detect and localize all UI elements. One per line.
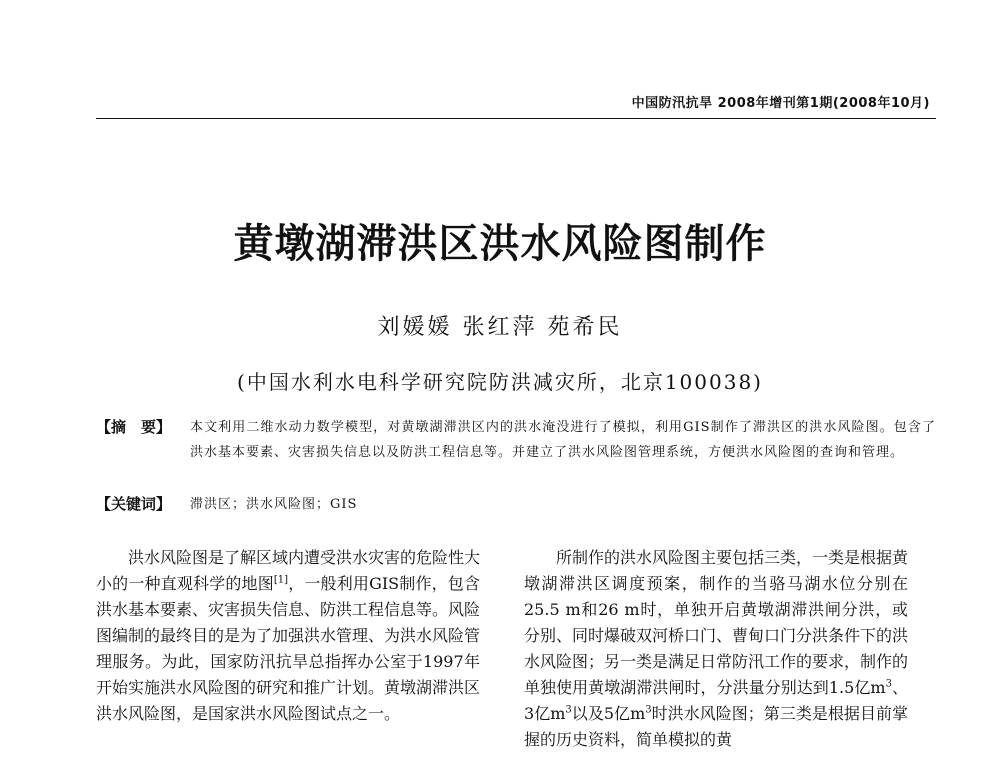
superscript: 3	[645, 704, 652, 716]
keywords-label: 【关键词】	[96, 495, 172, 513]
keywords-text: 滞洪区；洪水风险图；GIS	[190, 497, 358, 512]
body-text: 洪水风险图是了解区域内遭受洪水灾害的危险性大小的一种直观科学的地图	[96, 548, 481, 593]
abstract-section	[96, 415, 936, 465]
author-list: 刘媛媛 张红萍 苑希民	[377, 315, 623, 340]
header-rule	[96, 118, 936, 119]
body-column-left	[96, 545, 480, 727]
body-column-right	[524, 545, 908, 753]
citation-ref: [1]	[273, 574, 289, 586]
abstract-text: 本文利用二维水动力数学模型，对黄墩湖滞洪区内的洪水淹没进行了模拟，利用GIS制作了滞洪区的洪水风险图。包含了洪水基本要素、灾害损失信息以及防洪工程信息等。并建立了洪水风险图管理系统，方便洪水风险图的查询和管理。	[190, 420, 936, 460]
body-text: ，一般利用GIS制作，包含洪水基本要素、灾害损失信息、防洪工程信息等。风险图编制的最终目的是为了加强洪水管理、为洪水风险管理服务。为此，国家防汛抗旱总指挥办公室于1997年开始实施洪水风险图的研究和推广计划。黄墩湖滞洪区洪水风险图，是国家洪水风险图试点之一。	[96, 574, 481, 723]
abstract-label: 【摘 要】	[96, 418, 172, 436]
superscript: 3	[565, 704, 572, 716]
body-text: 时洪水风险图；第三类是根据目前掌握的历史资料，简单模拟的黄	[524, 704, 908, 749]
body-text: 、3亿m	[524, 678, 908, 723]
journal-header: 中国防汛抗旱 2008年增刊第1期(2008年10月)	[631, 96, 930, 111]
superscript: 3	[885, 678, 892, 690]
body-text: 所制作的洪水风险图主要包括三类，一类是根据黄墩湖滞洪区调度预案，制作的当骆马湖水位分别在25.5 m和26 m时，单独开启黄墩湖滞洪闸分洪，或分别、同时爆破双河桥口门、曹甸口门分洪条件下的洪水风险图；另一类是满足日常防汛工作的要求，制作的单独使用黄墩湖滞洪闸时，分洪量分别达到1.5亿m	[524, 548, 909, 697]
affiliation: (中国水利水电科学研究院防洪减灾所，北京100038)	[237, 370, 763, 394]
body-text: 以及5亿m	[571, 704, 646, 723]
body-paragraph	[524, 545, 908, 753]
body-paragraph	[96, 545, 480, 727]
keywords-section	[96, 492, 936, 517]
paper-title: 黄墩湖滞洪区洪水风险图制作	[233, 220, 767, 267]
